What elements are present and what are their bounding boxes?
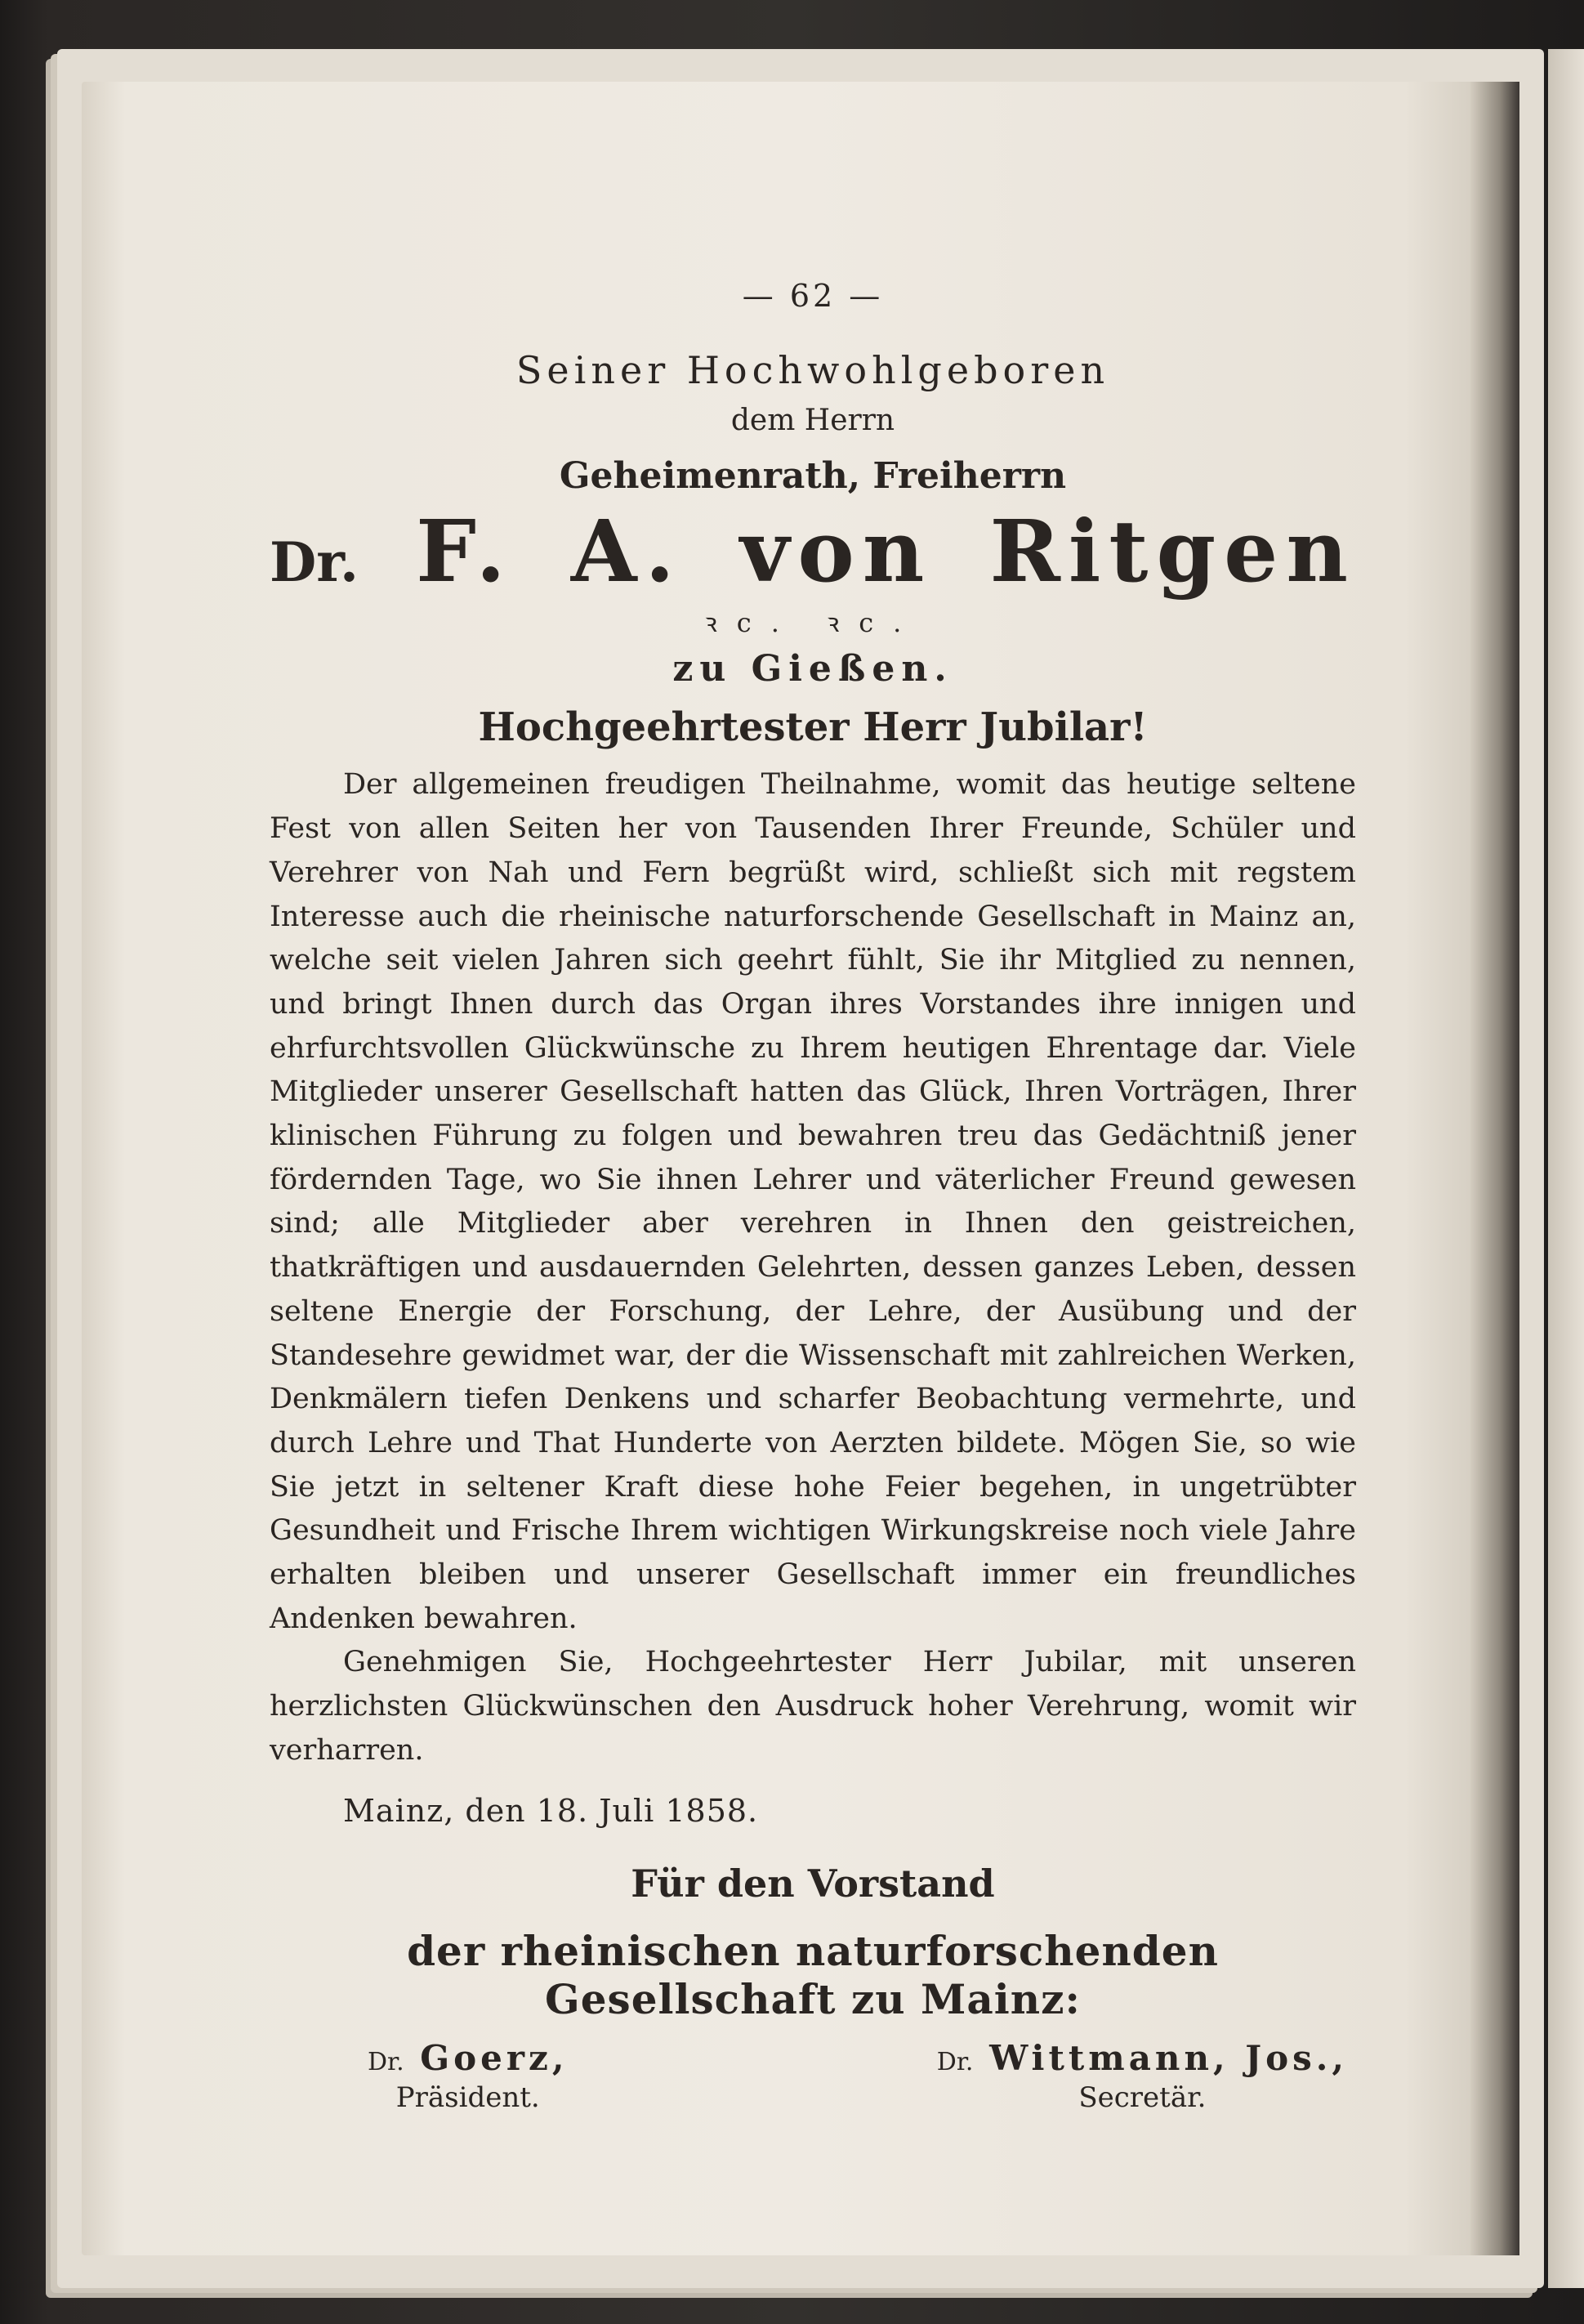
paragraph-2: Genehmigen Sie, Hochgeehrtester Herr Jubilar, mit unseren herzlichsten Glückwünschen den Ausdruck hoher Verehrung, womit wir verharren. [270,1646,1356,1767]
name-part-2: A. [570,501,683,601]
signer-president [368,2038,568,2114]
signature-line-2: der rheinischen naturforschenden Gesellschaft zu Mainz: [407,1926,1219,2023]
signer-secretary-prefix: Dr. [936,2047,974,2076]
signer-secretary-title: Secretär. [1078,2080,1207,2114]
dateline: Mainz, den 18. Juli 1858. [343,1792,759,1829]
paragraph-1: Der allgemeinen freudigen Theilnahme, womit das heutige seltene Fest von allen Seiten her von Tausenden Ihrer Freunde, Schüler und Verehrer von Nah und Fern begrüßt wird, schließt sich mit regstem Interesse auch die rheinische naturforschende Gesellschaft in Mainz an, welche seit vielen Jahren sich geehrt fühlt, Sie ihr Mitglied zu nennen, und bringt Ihnen durch das Organ ihres Vorstandes ihre innigen und ehrfurchtsvollen Glückwünsche zu Ihrem heutigen Ehrentage dar. Viele Mitglieder unserer Gesellschaft hatten das Glück, Ihren Vorträgen, Ihrer klinischen Führung zu folgen und bewahren treu das Gedächtniß jener fördernden Tage, wo Sie ihnen Lehrer und väterlicher Freund gewesen sind; alle Mitglieder aber verehren in Ihnen den geistreichen, thatkräftigen und ausdauernden Gelehrten, dessen ganzes Leben, dessen seltene Energie der Forschung, der Lehre, der Ausübung und der Standesehre gewidmet war, der die Wissenschaft mit zahlreichen Werken, Denkmälern tiefen Denkens und scharfer Beobachtung vermehrte, und durch Lehre und That Hunderte von Aerzten bildete. Mögen Sie, so wie Sie jetzt in seltener Kraft diese hohe Feier begehen, in ungetrübter Gesundheit und Frische Ihrem wichtigen Wirkungskreise noch viele Jahre erhalten bleiben und unserer Gesellschaft immer ein freundliches Andenken bewahren. [270,768,1356,1635]
letter-text [270,278,1356,2114]
page-number: — 62 — [742,278,884,314]
book-gutter [1470,82,1519,2255]
place-line: zu Gießen. [672,648,953,690]
etc-line: ꝛc. ꝛc. [704,607,921,639]
signer-secretary-surname: Wittmann, Jos., [989,2037,1348,2078]
signers [270,2038,1356,2114]
address-line-2: dem Herrn [730,404,895,437]
signer-president-name [368,2038,568,2078]
signer-president-title: Präsident. [395,2080,540,2114]
signer-secretary-name [937,2038,1348,2078]
name-part-4: Ritgen [989,501,1356,601]
name-part-1: F. [416,501,514,601]
recipient-name [270,501,1356,601]
address-line-1: Seiner Hochwohlgeboren [515,348,1110,392]
name-prefix: Dr. [270,530,359,594]
salutation: Hochgeehrtester Herr Jubilar! [478,704,1148,751]
facing-page-edge [1548,49,1584,2288]
name-part-3: von [739,501,933,601]
signature-line-1: Für den Vorstand [631,1861,995,1906]
signer-president-prefix: Dr. [368,2047,404,2076]
address-line-3: Geheimenrath, Freiherrn [559,455,1067,497]
signer-president-surname: Goerz, [420,2037,569,2078]
signer-secretary [937,2038,1348,2114]
